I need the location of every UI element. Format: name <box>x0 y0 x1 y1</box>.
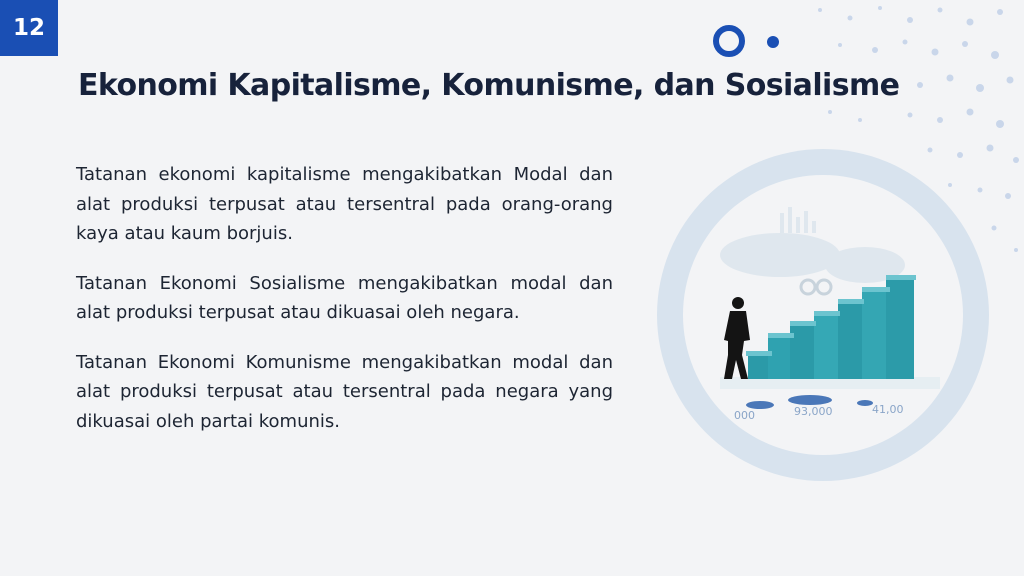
paragraph-communism: Tatanan Ekonomi Komunisme mengakibatkan modal dan alat produksi terpusat atau tersentral pada negara yang dikuasai oleh partai komunis. <box>76 351 613 432</box>
illustration-label-1: 000 <box>734 409 755 422</box>
body-text <box>76 160 613 456</box>
slide-number: 12 <box>12 15 45 41</box>
paragraph-socialism: Tatanan Ekonomi Sosialisme mengakibatkan modal dan alat produksi terpusat atau dikuasai oleh negara. <box>76 272 613 323</box>
decorative-dot <box>767 36 779 48</box>
business-growth-chart-image <box>660 195 950 435</box>
decorative-ring <box>713 25 745 57</box>
illustration-label-3: 41,00 <box>872 403 904 416</box>
illustration-label-2: 93,000 <box>794 405 833 418</box>
slide-title: Ekonomi Kapitalisme, Komunisme, dan Sosialisme <box>78 68 900 103</box>
slide-number-badge <box>0 0 58 56</box>
paragraph-capitalism: Tatanan ekonomi kapitalisme mengakibatkan Modal dan alat produksi terpusat atau tersentral pada orang-orang kaya atau kaum borjuis. <box>76 164 613 244</box>
